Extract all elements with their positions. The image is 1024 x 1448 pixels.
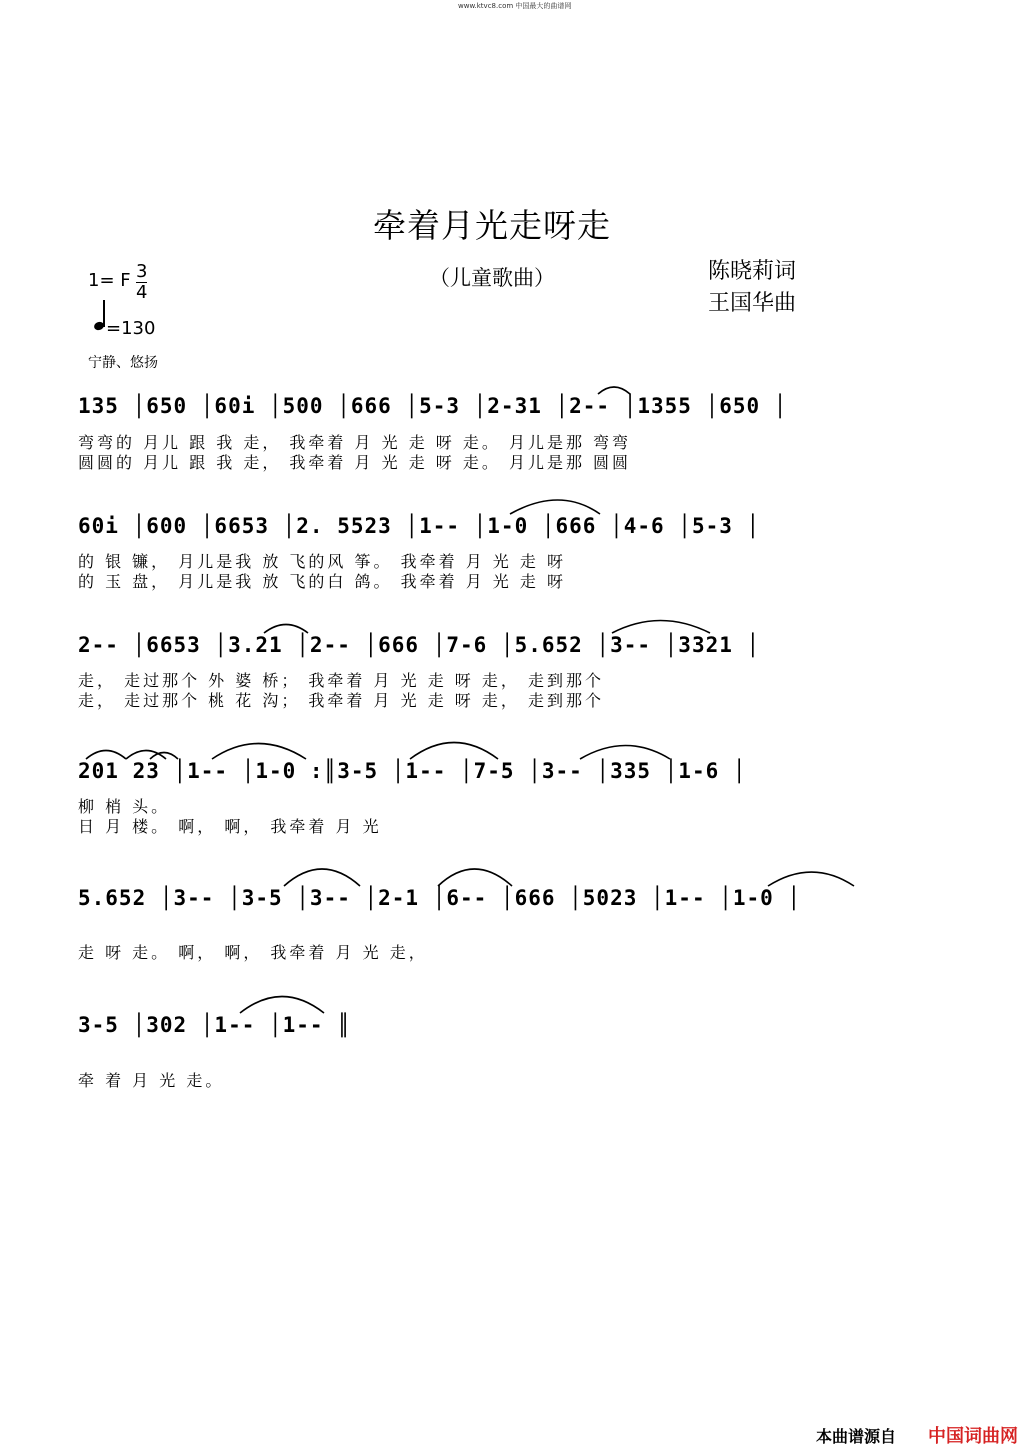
- time-signature-bottom: 4: [136, 282, 148, 303]
- composer: 王国华曲: [708, 291, 797, 316]
- notation-row-6: 3-5 │302 │1-- │1-- ║: [78, 1013, 351, 1037]
- tempo-mark: =130: [106, 318, 156, 339]
- lyrics-row-5-verse-1: 走 呀 走。 啊， 啊， 我牵着 月 光 走，: [78, 943, 428, 962]
- slur-arc: [510, 500, 600, 514]
- slur-arc: [580, 746, 670, 760]
- song-title: 牵着月光走呀走: [373, 206, 611, 245]
- notation-row-4: 201 23 │1-- │1-0 :║3-5 │1-- │7-5 │3-- │335 │1-6 │: [78, 759, 747, 783]
- lyrics-row-2-verse-2: 的 玉 盘， 月儿是我 放 飞的白 鸽。 我牵着 月 光 走 呀: [78, 572, 566, 591]
- lyrics-row-3-verse-1: 走， 走过那个 外 婆 桥； 我牵着 月 光 走 呀 走， 走到那个: [78, 671, 604, 690]
- slur-arc: [264, 625, 308, 634]
- notation-row-1: 135 │650 │60i │500 │666 │5-3 │2-31 │2-- │1355 │650 │: [78, 394, 788, 418]
- slur-arc: [410, 743, 498, 760]
- key-signature: 1= F: [88, 270, 131, 291]
- lyrics-row-1-verse-2: 圆圆的 月儿 跟 我 走， 我牵着 月 光 走 呀 走。 月儿是那 圆圆: [78, 453, 632, 472]
- notation-row-2: 60i │600 │6653 │2. 5523 │1-- │1-0 │666 │4-6 │5-3 │: [78, 514, 761, 538]
- notation-row-5: 5.652 │3-- │3-5 │3-- │2-1 │6-- │666 │5023 │1-- │1-0 │: [78, 886, 802, 910]
- lyrics-row-1-verse-1: 弯弯的 月儿 跟 我 走， 我牵着 月 光 走 呀 走。 月儿是那 弯弯: [78, 433, 632, 452]
- slur-arc: [768, 872, 854, 886]
- slur-arc: [284, 869, 360, 886]
- lyrics-row-3-verse-2: 走， 走过那个 桃 花 沟； 我牵着 月 光 走 呀 走， 走到那个: [78, 691, 604, 710]
- slur-arc: [212, 744, 306, 760]
- slur-arc: [240, 997, 324, 1014]
- lyrics-row-4-verse-1: 柳 梢 头。: [78, 797, 171, 816]
- footer-site-link[interactable]: 中国词曲网: [928, 1426, 1018, 1447]
- slur-arc: [612, 621, 710, 634]
- expression-mark: 宁静、悠扬: [88, 355, 158, 371]
- time-signature-top: 3: [136, 261, 148, 282]
- time-signature: [136, 262, 147, 303]
- notation-row-3: 2-- │6653 │3.21 │2-- │666 │7-6 │5.652 │3-- │3321 │: [78, 633, 761, 657]
- lyrics-row-4-verse-2: 日 月 楼。 啊， 啊， 我牵着 月 光: [78, 817, 382, 836]
- slur-arc: [86, 751, 126, 760]
- song-subtitle: （儿童歌曲）: [429, 266, 555, 290]
- footer-source-label: 本曲谱源自: [816, 1427, 897, 1446]
- lyricist: 陈晓莉词: [708, 259, 797, 284]
- slur-arc: [438, 869, 512, 886]
- lyrics-row-2-verse-1: 的 银 镰， 月儿是我 放 飞的风 筝。 我牵着 月 光 走 呀: [78, 552, 566, 571]
- slur-arc: [598, 387, 630, 394]
- slur-arc: [126, 751, 166, 760]
- site-header: www.ktvc8.com 中国最大的曲谱网: [458, 2, 572, 10]
- lyrics-row-6-verse-1: 牵 着 月 光 走。: [78, 1071, 225, 1090]
